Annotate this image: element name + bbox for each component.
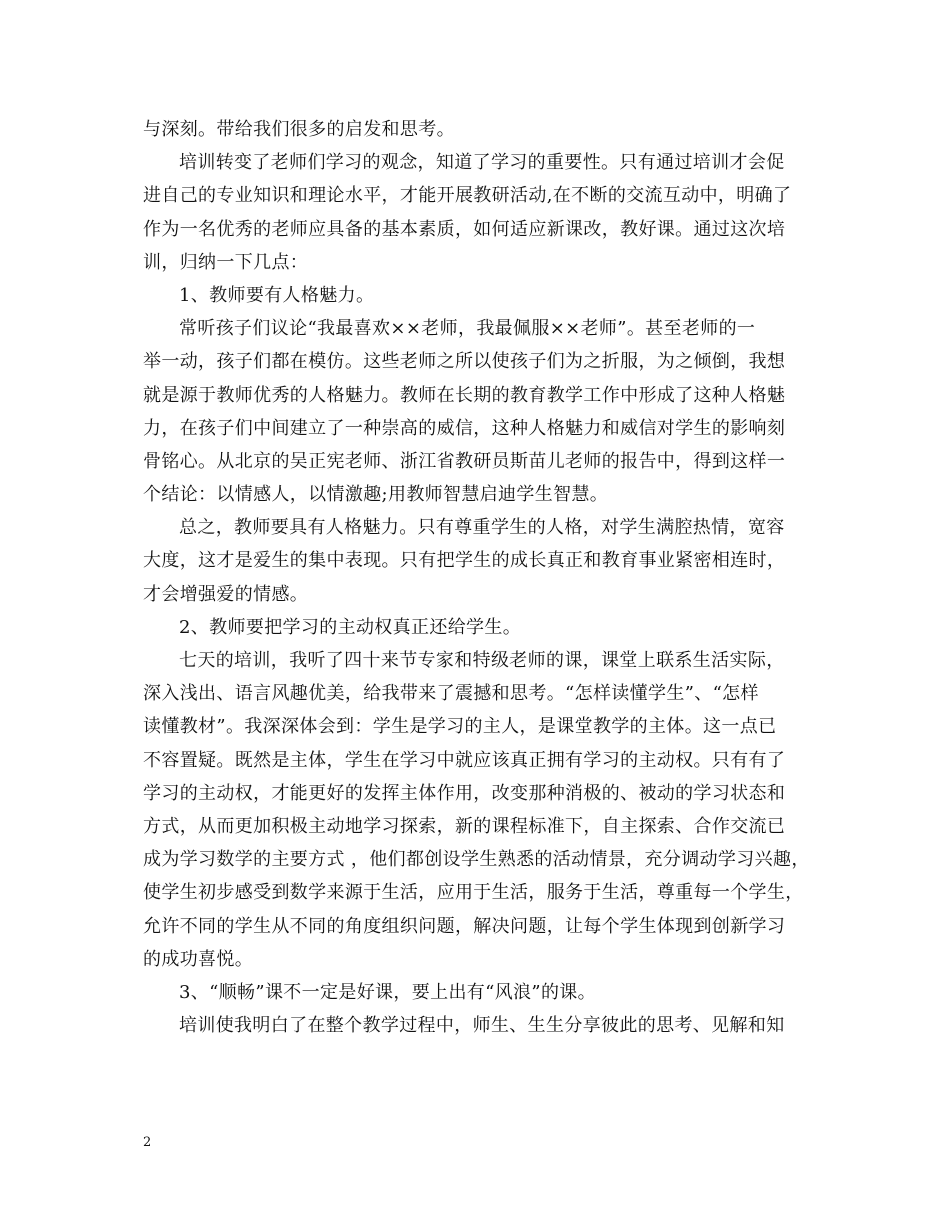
text-line: 与深刻。带给我们很多的启发和思考。 — [143, 119, 455, 140]
text-line: 才会增强爱的情感。 — [143, 583, 309, 605]
text-line: 的成功喜悦。 — [143, 948, 254, 970]
text-line: 力，在孩子们中间建立了一种崇高的威信，这种人格魅力和威信对学生的影响刻 — [143, 417, 786, 439]
text-line: 七天的培训，我听了四十来节专家和特级老师的课，课堂上联系生活实际， — [179, 650, 785, 671]
text-line: 常听孩子们议论“我最喜欢××老师，我最佩服××老师”。甚至老师的一 — [179, 318, 756, 340]
text-line: 训，归纳一下几点： — [143, 251, 309, 273]
text-line: 总之，教师要具有人格魅力。只有尊重学生的人格，对学生满腔热情，宽容 — [179, 517, 785, 539]
text-line: 作为一名优秀的老师应具备的基本素质，如何适应新课改，教好课。通过这次培 — [143, 218, 786, 240]
text-line: 学习的主动权，才能更好的发挥主体作用，改变那种消极的、被动的学习状态和 — [143, 782, 786, 804]
section-heading: 1、教师要有人格魅力。 — [179, 284, 375, 306]
page-number: 2 — [143, 1135, 152, 1150]
text-line: 方式，从而更加积极主动地学习探索，新的课程标准下，自主探索、合作交流已 — [143, 815, 786, 837]
text-line: 允许不同的学生从不同的角度组织问题，解决问题，让每个学生体现到创新学习 — [143, 915, 786, 937]
text-line: 深入浅出、语言风趣优美，给我带来了震撼和思考。“怎样读懂学生”、“怎样 — [143, 683, 759, 705]
text-line: 个结论：以情感人，以情激趣;用教师智慧启迪学生智慧。 — [143, 484, 609, 506]
text-line: 培训转变了老师们学习的观念，知道了学习的重要性。只有通过培训才会促 — [179, 152, 785, 174]
text-line: 成为学习数学的主要方式 ，他们都创设学生熟悉的活动情景，充分调动学习兴趣， — [143, 849, 810, 871]
text-line: 不容置疑。既然是主体，学生在学习中就应该真正拥有学习的主动权。只有有了 — [143, 749, 786, 771]
text-line: 进自己的专业知识和理论水平，才能开展教研活动,在不断的交流互动中，明确了 — [143, 185, 792, 207]
section-heading: 2、教师要把学习的主动权真正还给学生。 — [179, 616, 522, 638]
text-line: 读懂教材”。我深深体会到：学生是学习的主人，是课堂教学的主体。这一点已 — [143, 716, 777, 738]
text-line: 培训使我明白了在整个教学过程中，师生、生生分享彼此的思考、见解和知 — [179, 1015, 785, 1037]
text-line: 大度，这才是爱生的集中表现。只有把学生的成长真正和教育事业紧密相连时， — [143, 550, 786, 572]
text-line: 举一动，孩子们都在模仿。这些老师之所以使孩子们为之折服，为之倾倒，我想 — [143, 351, 786, 373]
text-line: 就是源于教师优秀的人格魅力。教师在长期的教育教学工作中形成了这种人格魅 — [143, 384, 786, 406]
text-line: 使学生初步感受到数学来源于生活，应用于生活，服务于生活，尊重每一个学生， — [143, 882, 804, 904]
document-body — [143, 113, 823, 1042]
section-heading: 3、“顺畅”课不一定是好课，要上出有“风浪”的课。 — [179, 981, 597, 1003]
text-line: 骨铭心。从北京的吴正宪老师、浙江省教研员斯苗儿老师的报告中，得到这样一 — [143, 450, 786, 472]
